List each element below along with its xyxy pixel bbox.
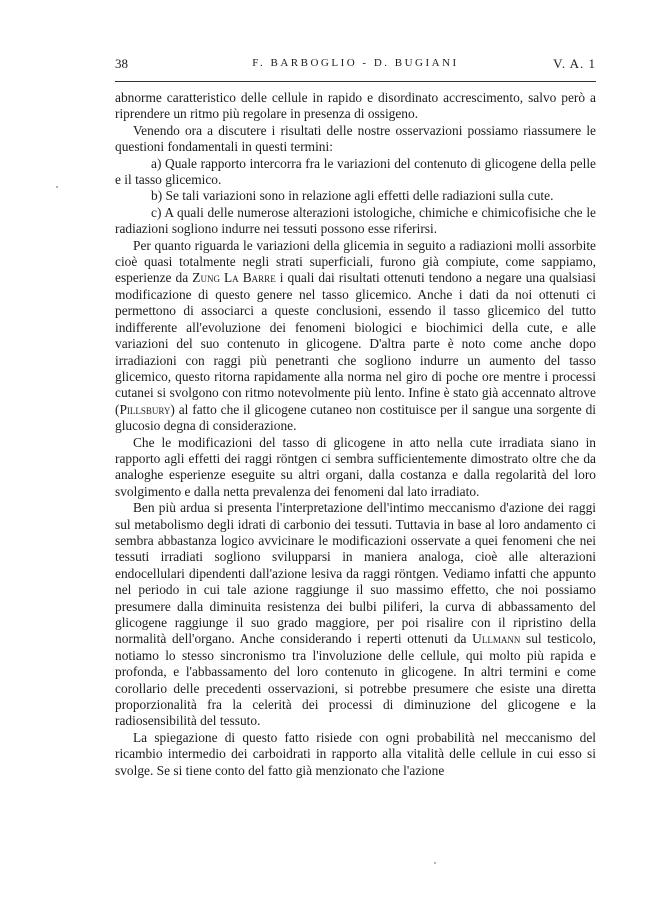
- running-title-authors: F. BARBOGLIO - D. BUGIANI: [252, 57, 459, 69]
- text-run: sul testicolo, notiamo lo stesso sincronismo tra l'involuzione delle cellule, qui molto più rapida e profonda, e l'abbassamento del loro contenuto in glicogene. In altri termini e come corollario delle precedenti osservazioni, si potrebbe presumere che esiste una diretta proporzionalità fra la celerità dei processi di diminuzione del glicogene e la radiosensibilità del tessuto.: [115, 631, 596, 729]
- paragraph-questions-intro: Venendo ora a discutere i risultati delle nostre osservazioni possiamo riassumere le questioni fondamentali in questi termini:: [115, 122, 596, 155]
- author-citation: Ullmann: [472, 631, 521, 647]
- question-b: b) Se tali variazioni sono in relazione agli effetti delle radiazioni sulla cute.: [151, 188, 554, 204]
- page-number: 38: [115, 56, 128, 71]
- section-mark: V. A. 1: [553, 56, 596, 71]
- paragraph-mechanism: [115, 500, 596, 730]
- header-rule: [115, 81, 596, 82]
- author-citation: Zung La Barre: [192, 270, 276, 286]
- text-run: i quali dai risultati ottenuti tendono a negare una qualsiasi modificazione di questo genere nel tasso glicemico. Anche i dati da noi ottenuti ci permettono di associarci a queste conclusioni, essendo il tasso glicemico del tutto indifferente all'evoluzione dei fenomeni biologici e biochimici della cute, e alle variazioni del suo contenuto in glicogene. D'altra parte è noto come anche dopo irradiazioni con raggi più penetranti che sogliono indurre un aumento del tasso glicemico, questo ritorna rapidamente alla norma nel giro di poche ore mentre i processi cutanei si svolgono con ritmo notevolmente più lento. Infine è stato già accennato altrove (: [115, 270, 596, 417]
- paragraph-glycogen-modifications: Che le modificazioni del tasso di glicogene in atto nella cute irradiata siano in rapporto agli effetti dei raggi röntgen ci sembra sufficientemente dimostrato oltre che da analoghe esperienze eseguite su altri organi, dalla costanza e dalla regolarità del loro svolgimento e dalla netta prevalenza dei fenomeni dal lato irradiato.: [115, 434, 596, 499]
- text-run: Ben più ardua si presenta l'interpretazione dell'intimo meccanismo d'azione dei raggi sul metabolismo degli idrati di carbonio dei tessuti. Tuttavia in base al loro andamento ci sembra abbastanza logico avvicinare le modificazioni osservate a quei fenomeni che nei tessuti irradiati sogliono svilupparsi in maniera analoga, cioè alle alterazioni endocellulari dipendenti dall'azione lesiva da raggi röntgen. Vediamo infatti che appunto nel periodo in cui tale azione raggiunge il suo massimo effetto, che noi possiamo presumere dalla diminuita resistenza dei bulbi piliferi, la curva di abbassamento del glicogene raggiunge il suo grado maggiore, per poi risalire con il ripristino della normalità dell'organo. Anche considerando i reperti ottenuti da: [115, 500, 596, 647]
- author-citation: Pillsbury: [119, 401, 171, 417]
- margin-speck: [56, 186, 58, 188]
- margin-speck: [434, 862, 436, 864]
- paragraph-continued: abnorme caratteristico delle cellule in rapido e disordinato accrescimento, salvo però a riprendere un ritmo più regolare in presenza di ossigeno.: [115, 90, 596, 122]
- question-c: c) A quali delle numerose alterazioni istologiche, chimiche e chimicofisiche che le radiazioni sogliono indurre nei tessuti possono esse riferirsi.: [115, 204, 596, 237]
- body-text: [115, 90, 596, 779]
- paragraph-explanation: La spiegazione di questo fatto risiede con ogni probabilità nel meccanismo del ricambio intermedio dei carboidrati in rapporto alla vitalità delle cellule in cui esso si svolge. Se si tiene conto del fatto già menzionato che l'azione: [115, 729, 596, 778]
- text-run: Per quanto riguarda le variazioni della glicemia in seguito a radiazioni molli assorbite cioè quasi totalmente negli strati superficiali, furono già compiute, come sappiamo, esperienze da: [115, 237, 596, 286]
- paragraph-glycemia: [115, 238, 596, 435]
- question-a: a) Quale rapporto intercorra fra le variazioni del contenuto di glicogene della pelle e il tasso glicemico.: [115, 155, 596, 188]
- text-run: ) al fatto che il glicogene cutaneo non costituisce per il sangue una sorgente di glucosio degna di considerazione.: [115, 401, 596, 434]
- page-header: [115, 56, 596, 76]
